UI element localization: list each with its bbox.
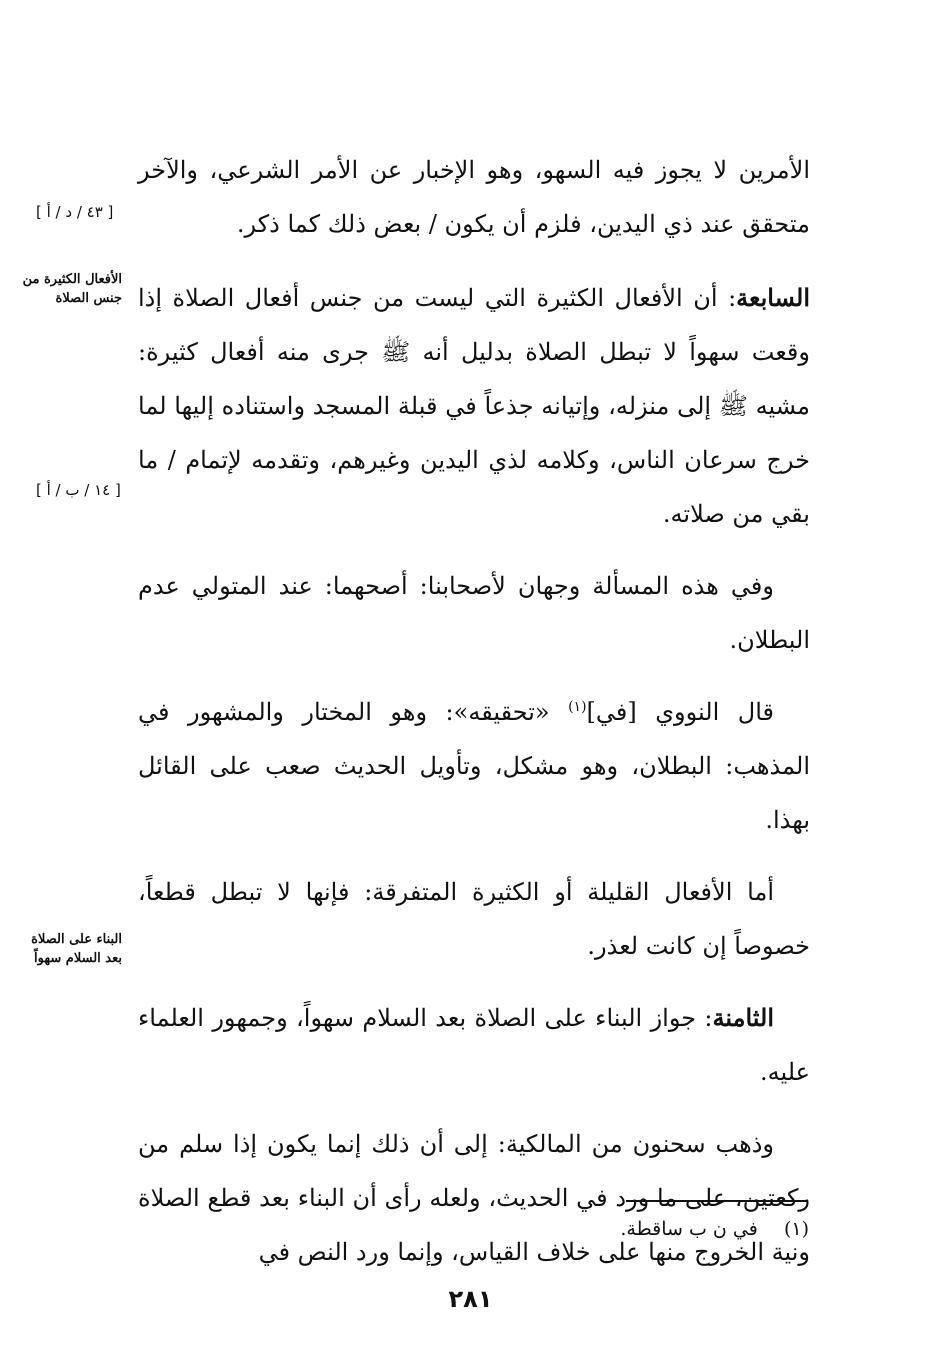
margin-note-2: البناء على الصلاة بعد السلام سهواً xyxy=(31,932,122,966)
paragraph-6-heading: الثامنة xyxy=(712,1003,774,1032)
paragraph-2-text: : أن الأفعال الكثيرة التي ليست من جنس أفعال الصلاة إذا وقعت سهواً لا تبطل الصلاة بدليل أنه ﷺ جرى منه أفعال كثيرة: مشيه ﷺ إلى منزله، وإتيانه جذعاً في قبلة المسجد واستناده إليها لما خرج سرعان الناس، وكلامه لذي اليدين وغيرهم، وتقدمه لإتمام / ما بقي من صلاته. xyxy=(138,284,811,528)
paragraph-4-text-after: «تحقيقه»: وهو المختار والمشهور في المذهب: البطلان، وهو مشكل، وتأويل الحديث صعب على القائل بهذا. xyxy=(138,698,810,834)
page-number: ٢٨١ xyxy=(448,1285,493,1313)
paragraph-6-text: : جواز البناء على الصلاة بعد السلام سهواً، وجمهور العلماء عليه. xyxy=(138,1004,810,1086)
footnote-text: في ن ب ساقطة. xyxy=(620,1218,758,1240)
paragraph-1 xyxy=(138,143,810,251)
paragraph-4-text-before: قال النووي [في] xyxy=(586,698,774,726)
folio-marker-2: [ ١٤ / ب / أ ] xyxy=(36,481,121,499)
footnote-number: (١) xyxy=(783,1218,809,1240)
paragraph-5-text: أما الأفعال القليلة أو الكثيرة المتفرقة: فإنها لا تبطل قطعاً، خصوصاً إن كانت لعذر. xyxy=(138,878,810,960)
paragraph-3 xyxy=(138,559,810,667)
folio-marker-1: [ ٤٣ / د / أ ] xyxy=(36,203,114,221)
paragraph-6 xyxy=(138,991,810,1099)
main-text xyxy=(138,143,810,1297)
paragraph-7-text: وذهب سحنون من المالكية: إلى أن ذلك إنما يكون إذا سلم من ركعتين، على ما ورد في الحديث، ولعله رأى أن البناء بعد قطع الصلاة ونية الخروج منها على خلاف القياس، وإنما ورد النص في xyxy=(138,1130,810,1266)
margin-note-1: الأفعال الكثيرة من جنس الصلاة xyxy=(22,272,122,306)
paragraph-7 xyxy=(138,1117,810,1279)
footnote-divider xyxy=(626,1200,808,1202)
footnote xyxy=(620,1218,809,1240)
paragraph-4 xyxy=(138,685,810,847)
paragraph-3-text: وفي هذه المسألة وجهان لأصحابنا: أصحهما: عند المتولي عدم البطلان. xyxy=(138,572,810,654)
paragraph-1-text: الأمرين لا يجوز فيه السهو، وهو الإخبار عن الأمر الشرعي، والآخر متحقق عند ذي اليدين، فلزم أن يكون / بعض ذلك كما ذكر. xyxy=(138,156,810,238)
paragraph-5 xyxy=(138,865,810,973)
paragraph-2 xyxy=(138,271,810,541)
footnote-reference: (١) xyxy=(568,699,587,715)
paragraph-2-heading: السابعة xyxy=(736,283,810,312)
